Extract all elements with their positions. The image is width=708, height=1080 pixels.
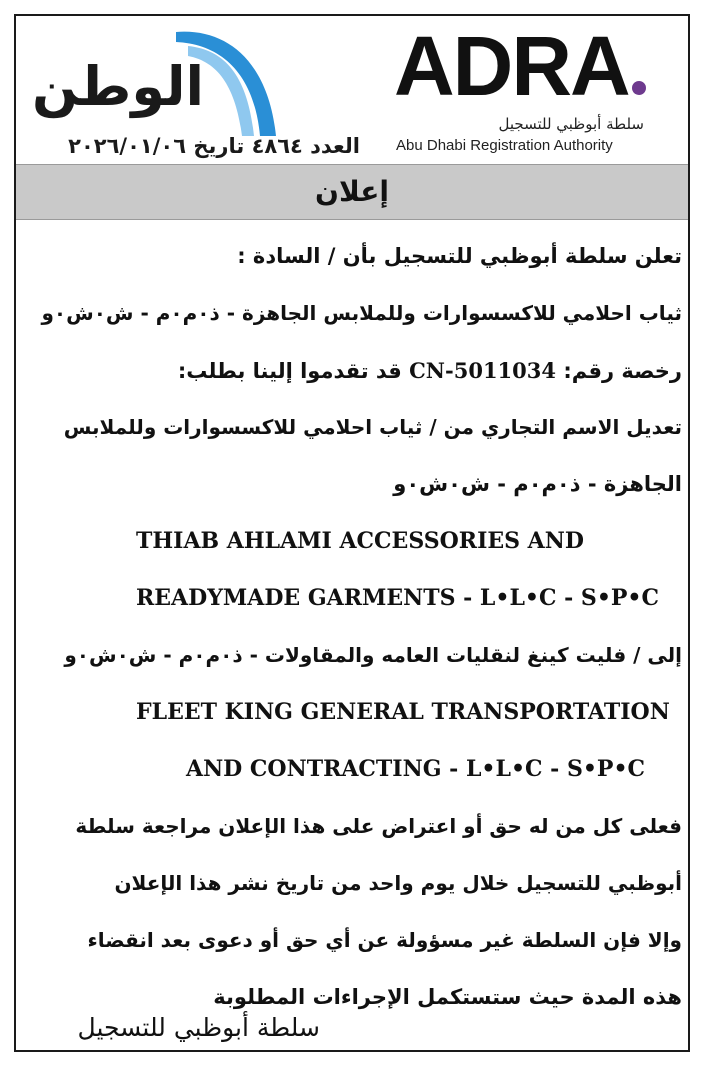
license-request-text: قد تقدموا إلينا بطلب:	[177, 359, 402, 383]
issue-number-and-date: العدد ٤٨٦٤ تاريخ ٢٠٢٦/٠١/٠٦	[68, 134, 360, 158]
authority-name-english: Abu Dhabi Registration Authority	[396, 137, 613, 154]
license-label: رخصة رقم:	[563, 359, 682, 383]
notice-line: تعديل الاسم التجاري من / ثياب احلامي للاكسسوارات وللملابس	[63, 415, 682, 439]
notice-line: ثياب احلامي للاكسسوارات وللملابس الجاهزة - ذ٠م٠م - ش٠ش٠و	[41, 301, 682, 325]
notice-line: إلى / فليت كينغ لنقليات العامه والمقاولات - ذ٠م٠م - ش٠ش٠و	[64, 643, 682, 667]
new-name-english-line: FLEET KING GENERAL TRANSPORTATION	[136, 699, 670, 725]
notice-line: هذه المدة حيث ستستكمل الإجراءات المطلوبة	[213, 985, 682, 1009]
new-name-english-line: AND CONTRACTING - L•L•C - S•P•C	[186, 756, 646, 782]
notice-line: أبوظبي للتسجيل خلال يوم واحد من تاريخ نشر هذا الإعلان	[114, 871, 682, 895]
notice-header	[16, 16, 688, 164]
adra-logo-dot	[632, 81, 646, 95]
notice-line: الجاهزة - ذ٠م٠م - ش٠ش٠و	[393, 472, 682, 496]
old-name-english-line: READYMADE GARMENTS - L•L•C - S•P•C	[136, 585, 659, 611]
newspaper-name: الوطن	[31, 55, 205, 118]
signature: سلطة أبوظبي للتسجيل	[77, 1013, 320, 1042]
notice-line: تعلن سلطة أبوظبي للتسجيل بأن / السادة :	[237, 244, 682, 268]
notice-line: وإلا فإن السلطة غير مسؤولة عن أي حق أو دعوى بعد انقضاء	[87, 928, 682, 952]
notice-title-bar	[16, 164, 688, 220]
notice-title: إعلان	[315, 175, 389, 208]
notice-line: فعلى كل من له حق أو اعتراض على هذا الإعلان مراجعة سلطة	[75, 814, 682, 838]
adra-logo	[394, 19, 680, 113]
license-line	[16, 342, 688, 399]
license-number: CN-5011034	[409, 358, 557, 383]
old-name-english-line: THIAB AHLAMI ACCESSORIES AND	[136, 528, 584, 554]
notice-frame	[14, 14, 690, 1052]
notice-body	[16, 228, 688, 1026]
adra-logo-text: ADRA	[394, 19, 629, 113]
authority-name-arabic: سلطة أبوظبي للتسجيل	[498, 115, 644, 133]
